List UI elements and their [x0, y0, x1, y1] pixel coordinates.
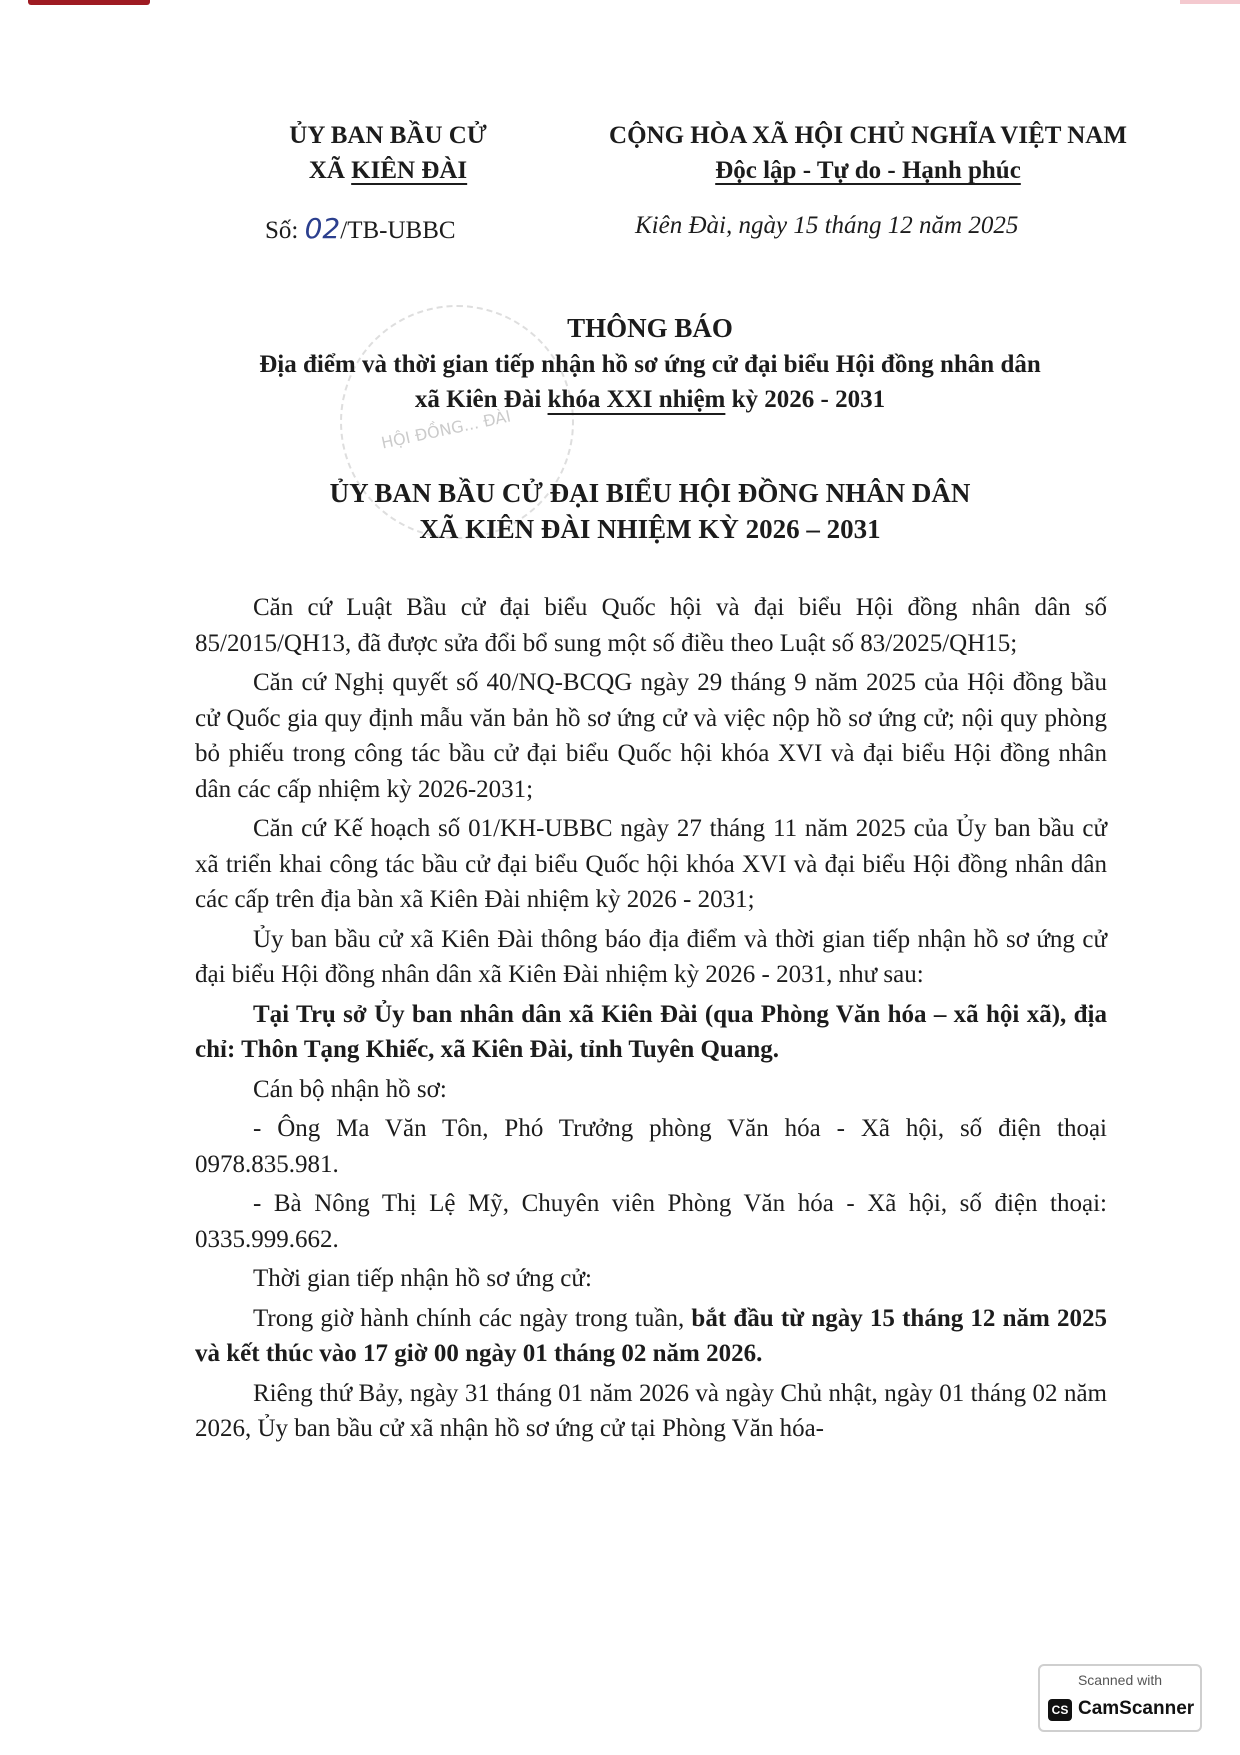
issuing-committee [150, 475, 1150, 547]
subtitle-line-2-underlined: khóa XXI nhiệm [547, 386, 726, 413]
paragraph-time [195, 1301, 1107, 1372]
faded-seal-text: HỘI ĐỒNG... ĐÀI [379, 406, 513, 453]
paragraph-staff-heading: Cán bộ nhận hồ sơ: [253, 1075, 447, 1103]
watermark-caption: Scanned with [1077, 1672, 1163, 1688]
motto-underlined: Độc lập - Tự do - Hạnh phúc [715, 157, 1021, 184]
nation-line-2 [568, 153, 1168, 188]
top-edge-mark [28, 0, 150, 5]
national-motto [568, 118, 1168, 188]
subtitle-line-1: Địa điểm và thời gian tiếp nhận hồ sơ ứng cử đại biểu Hội đồng nhân dân [259, 351, 1041, 378]
paragraph-weekend: Riêng thứ Bảy, ngày 31 tháng 01 năm 2026 và ngày Chủ nhật, ngày 01 tháng 02 năm 2026, Ủy ban bầu cử xã nhận hồ sơ ứng cử tại Phòng Văn hóa- [195, 1379, 1107, 1442]
watermark-brand: CamScanner [1078, 1698, 1195, 1719]
camscanner-icon: CS [1048, 1699, 1072, 1721]
document-title: THÔNG BÁO [567, 313, 733, 343]
issuer-line-1: ỦY BAN BẦU CỬ ĐẠI BIỂU HỘI ĐỒNG NHÂN DÂN [329, 478, 971, 508]
paragraph-announcement: Ủy ban bầu cử xã Kiên Đài thông báo địa điểm và thời gian tiếp nhận hồ sơ ứng cử đại biểu Hội đồng nhân dân xã Kiên Đài nhiệm kỳ 2026 - 2031, như sau: [195, 925, 1107, 988]
org-line-2 [238, 153, 538, 188]
org-line-2-underlined: KIÊN ĐÀI [351, 157, 468, 184]
doc-no-handwritten: 02 [304, 212, 341, 245]
doc-no-suffix: /TB-UBBC [340, 217, 456, 244]
subtitle-line-2-pre: xã Kiên Đài [414, 386, 548, 413]
paragraph-legal-basis-3: Căn cứ Kế hoạch số 01/KH-UBBC ngày 27 tháng 11 năm 2025 của Ủy ban bầu cử xã triển khai công tác bầu cử đại biểu Quốc hội khóa XVI và đại biểu Hội đồng nhân dân các cấp trên địa bàn xã Kiên Đài nhiệm kỳ 2026 - 2031; [195, 815, 1107, 913]
org-line-2-prefix: XÃ [308, 157, 352, 184]
org-line-1: ỦY BAN BẦU CỬ [289, 122, 487, 149]
paragraph-time-heading: Thời gian tiếp nhận hồ sơ ứng cử: [253, 1265, 592, 1292]
time-text: Trong giờ hành chính các ngày trong tuần, [253, 1304, 692, 1332]
paragraph-staff-1: - Ông Ma Văn Tôn, Phó Trưởng phòng Văn hóa - Xã hội, số điện thoại 0978.835.981. [195, 1115, 1107, 1178]
paragraph-legal-basis-2: Căn cứ Nghị quyết số 40/NQ-BCQG ngày 29 tháng 9 năm 2025 của Hội đồng bầu cử Quốc gia quy định mẫu văn bản hồ sơ ứng cử và việc nộp hồ sơ ứng cử; nội quy phòng bỏ phiếu trong công tác bầu cử đại biểu Quốc hội khóa XVI và đại biểu Hội đồng nhân dân các cấp nhiệm kỳ 2026-2031; [195, 669, 1107, 803]
document-number [265, 212, 456, 245]
subtitle-line-2-post: kỳ 2026 - 2031 [725, 386, 886, 413]
issuer-line-2: XÃ KIÊN ĐÀI NHIỆM KỲ 2026 – 2031 [419, 514, 881, 544]
top-right-edge-mark [1180, 0, 1240, 4]
camscanner-watermark [1038, 1664, 1202, 1732]
issuing-organization [238, 118, 538, 188]
subtitle-line-2 [150, 382, 1150, 417]
paragraph-location: Tại Trụ sở Ủy ban nhân dân xã Kiên Đài (qua Phòng Văn hóa – xã hội xã), địa chỉ: Thôn Tạng Khiếc, xã Kiên Đài, tỉnh Tuyên Quang. [195, 1000, 1107, 1063]
document-date: Kiên Đài, ngày 15 tháng 12 năm 2025 [635, 212, 1019, 239]
document-body [195, 590, 1107, 1451]
paragraph-staff-2: - Bà Nông Thị Lệ Mỹ, Chuyên viên Phòng Văn hóa - Xã hội, số điện thoại: 0335.999.662. [195, 1190, 1107, 1253]
time-text-bold: bắt đầu từ ngày 15 tháng 12 năm 2025 và kết thúc vào 17 giờ 00 ngày 01 tháng 02 năm 2026. [195, 1304, 1107, 1367]
doc-no-label: Số: [265, 217, 305, 244]
document-subtitle [150, 347, 1150, 417]
nation-line-1: CỘNG HÒA XÃ HỘI CHỦ NGHĨA VIỆT NAM [609, 122, 1127, 149]
paragraph-legal-basis-1: Căn cứ Luật Bầu cử đại biểu Quốc hội và đại biểu Hội đồng nhân dân số 85/2015/QH13, đã được sửa đổi bổ sung một số điều theo Luật số 83/2025/QH15; [195, 594, 1107, 657]
